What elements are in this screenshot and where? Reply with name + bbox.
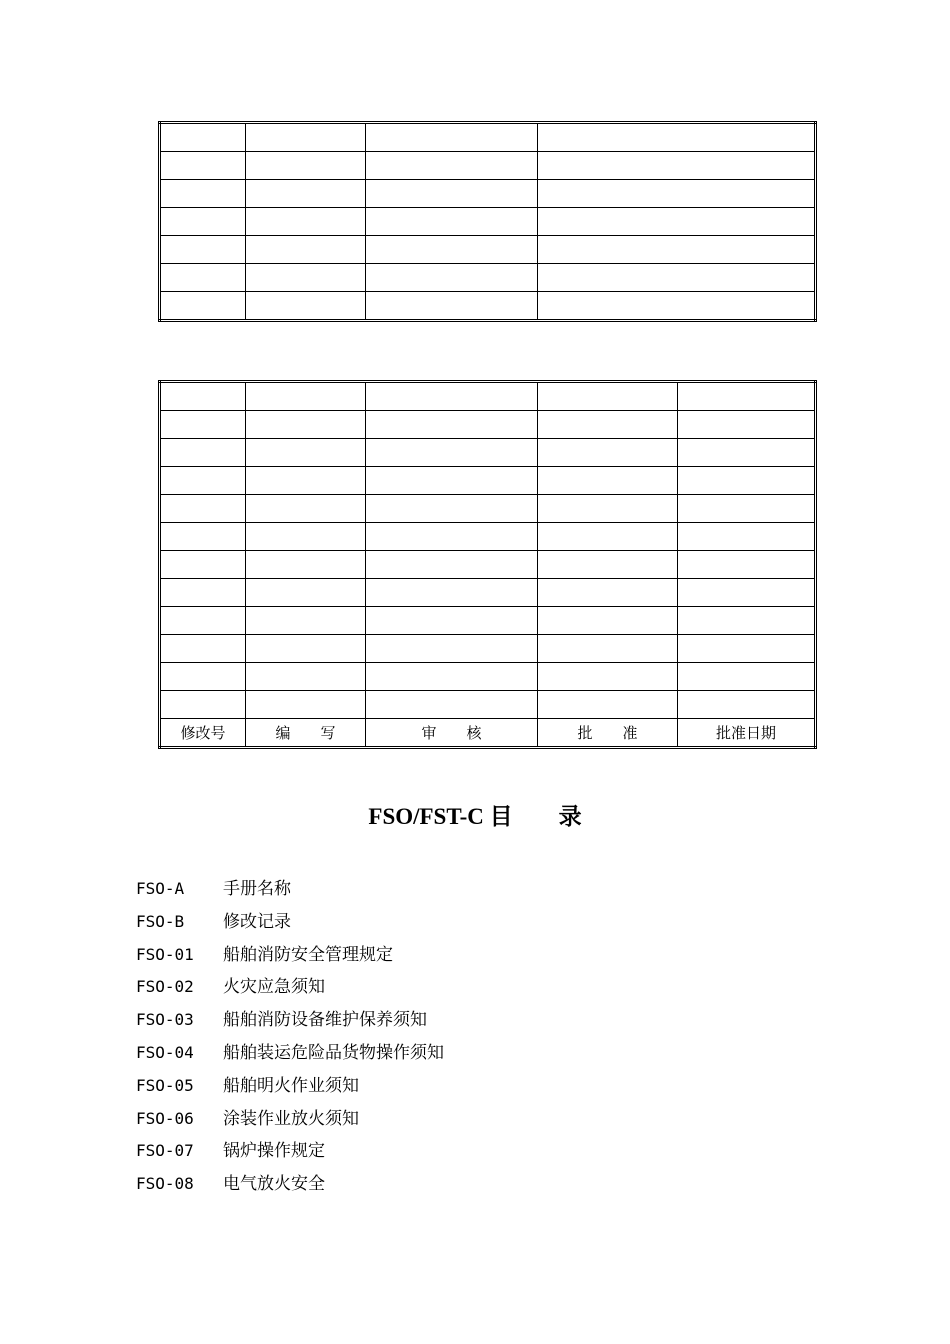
table-cell — [160, 152, 246, 180]
table-cell — [366, 180, 538, 208]
toc-name: 涂装作业放火须知 — [223, 1108, 359, 1129]
table-cell — [246, 180, 366, 208]
table-cell — [160, 180, 246, 208]
table-cell — [246, 551, 366, 579]
toc-name: 锅炉操作规定 — [223, 1141, 325, 1162]
toc-name: 船舶装运危险品货物操作须知 — [223, 1042, 444, 1063]
page-title: FSO/FST-C 目 录 — [368, 804, 582, 829]
table-cell — [246, 411, 366, 439]
list-item — [136, 1138, 444, 1171]
toc-name: 手册名称 — [223, 879, 291, 899]
toc-name: 火灾应急须知 — [223, 977, 325, 998]
table-cell — [538, 579, 678, 607]
table-cell — [160, 495, 246, 523]
table-cell — [246, 607, 366, 635]
toc-code: FSO-05 — [136, 1075, 194, 1095]
table-cell — [538, 551, 678, 579]
table-row — [160, 180, 816, 208]
toc-name: 修改记录 — [223, 911, 291, 932]
toc-code: FSO-07 — [136, 1141, 194, 1161]
table-cell — [246, 439, 366, 467]
toc-code: FSO-04 — [136, 1042, 194, 1062]
table-cell — [246, 663, 366, 691]
table-row — [160, 152, 816, 180]
table-of-contents — [136, 876, 444, 1204]
table-cell — [160, 411, 246, 439]
header-approved-by: 批 准 — [538, 719, 678, 748]
table-cell — [160, 635, 246, 663]
list-item — [136, 1106, 444, 1139]
table-cell — [538, 292, 816, 321]
blank-record-table — [158, 121, 817, 322]
list-item — [136, 974, 444, 1007]
table-row — [160, 292, 816, 321]
list-item — [136, 909, 444, 942]
table-row — [160, 439, 816, 467]
list-item — [136, 1171, 444, 1204]
table-cell — [538, 236, 816, 264]
table-cell — [678, 439, 816, 467]
list-item — [136, 1040, 444, 1073]
header-approval-date: 批准日期 — [678, 719, 816, 748]
table-cell — [246, 635, 366, 663]
table-cell — [160, 691, 246, 719]
table-cell — [538, 495, 678, 523]
table-cell — [246, 495, 366, 523]
table-cell — [538, 635, 678, 663]
table-row — [160, 495, 816, 523]
table-cell — [678, 382, 816, 411]
table-cell — [160, 236, 246, 264]
table-cell — [678, 663, 816, 691]
table-row — [160, 579, 816, 607]
toc-code: FSO-06 — [136, 1108, 194, 1128]
toc-name: 电气放火安全 — [223, 1174, 325, 1195]
table-cell — [366, 691, 538, 719]
table-cell — [246, 691, 366, 719]
table-row — [160, 236, 816, 264]
table-cell — [538, 439, 678, 467]
table-cell — [366, 607, 538, 635]
table-row — [160, 607, 816, 635]
toc-code: FSO-A — [136, 879, 185, 898]
table-cell — [678, 579, 816, 607]
table-cell — [366, 523, 538, 551]
table-cell — [246, 236, 366, 264]
header-revision-no: 修改号 — [160, 719, 246, 748]
table-cell — [366, 236, 538, 264]
table-cell — [246, 467, 366, 495]
table-row — [160, 264, 816, 292]
table-row — [160, 411, 816, 439]
table-row — [160, 551, 816, 579]
table-cell — [366, 123, 538, 152]
table-row — [160, 208, 816, 236]
table-cell — [160, 382, 246, 411]
table-cell — [366, 292, 538, 321]
header-prepared-by: 编 写 — [246, 719, 366, 748]
table-cell — [366, 439, 538, 467]
table-cell — [160, 607, 246, 635]
table-cell — [366, 264, 538, 292]
table-cell — [246, 152, 366, 180]
toc-name: 船舶明火作业须知 — [223, 1075, 359, 1096]
table-cell — [538, 208, 816, 236]
table-cell — [678, 551, 816, 579]
table-cell — [366, 551, 538, 579]
table-cell — [538, 607, 678, 635]
table-cell — [160, 208, 246, 236]
toc-code: FSO-02 — [136, 977, 194, 997]
table-row — [160, 467, 816, 495]
table-row — [160, 523, 816, 551]
table-cell — [678, 467, 816, 495]
table-cell — [538, 382, 678, 411]
table-cell — [366, 495, 538, 523]
toc-name: 船舶消防设备维护保养须知 — [223, 1010, 427, 1031]
table-cell — [160, 264, 246, 292]
table-cell — [538, 663, 678, 691]
table-cell — [246, 579, 366, 607]
table-cell — [538, 180, 816, 208]
table-row — [160, 123, 816, 152]
table-cell — [678, 691, 816, 719]
table-cell — [160, 551, 246, 579]
table-cell — [538, 264, 816, 292]
table-cell — [538, 123, 816, 152]
table-cell — [538, 691, 678, 719]
toc-code: FSO-01 — [136, 944, 194, 964]
toc-code: FSO-B — [136, 911, 185, 931]
list-item — [136, 1073, 444, 1106]
revision-header-row — [160, 719, 816, 748]
table-cell — [366, 467, 538, 495]
table-cell — [246, 123, 366, 152]
table-cell — [538, 523, 678, 551]
header-reviewed-by: 审 核 — [366, 719, 538, 748]
table-cell — [160, 292, 246, 321]
table-cell — [246, 292, 366, 321]
table-cell — [366, 579, 538, 607]
table-cell — [538, 411, 678, 439]
table-cell — [246, 264, 366, 292]
toc-code: FSO-03 — [136, 1010, 194, 1030]
table-cell — [366, 152, 538, 180]
table-cell — [160, 123, 246, 152]
revision-record-table — [158, 380, 817, 749]
table-cell — [678, 607, 816, 635]
table-cell — [160, 439, 246, 467]
table-cell — [366, 208, 538, 236]
table-cell — [160, 467, 246, 495]
table-cell — [366, 382, 538, 411]
table-row — [160, 663, 816, 691]
table-cell — [538, 467, 678, 495]
table-cell — [678, 635, 816, 663]
table-cell — [246, 208, 366, 236]
table-cell — [160, 523, 246, 551]
table-row — [160, 635, 816, 663]
table-cell — [678, 523, 816, 551]
table-row — [160, 382, 816, 411]
table-cell — [678, 495, 816, 523]
toc-name: 船舶消防安全管理规定 — [223, 944, 393, 965]
table-cell — [246, 382, 366, 411]
list-item — [136, 1007, 444, 1040]
table-row — [160, 691, 816, 719]
table-cell — [160, 579, 246, 607]
table-cell — [246, 523, 366, 551]
table-cell — [678, 411, 816, 439]
table-cell — [538, 152, 816, 180]
list-item — [136, 876, 444, 909]
table-cell — [366, 663, 538, 691]
table-cell — [160, 663, 246, 691]
table-cell — [366, 635, 538, 663]
toc-code: FSO-08 — [136, 1174, 194, 1194]
list-item — [136, 942, 444, 975]
table-cell — [366, 411, 538, 439]
